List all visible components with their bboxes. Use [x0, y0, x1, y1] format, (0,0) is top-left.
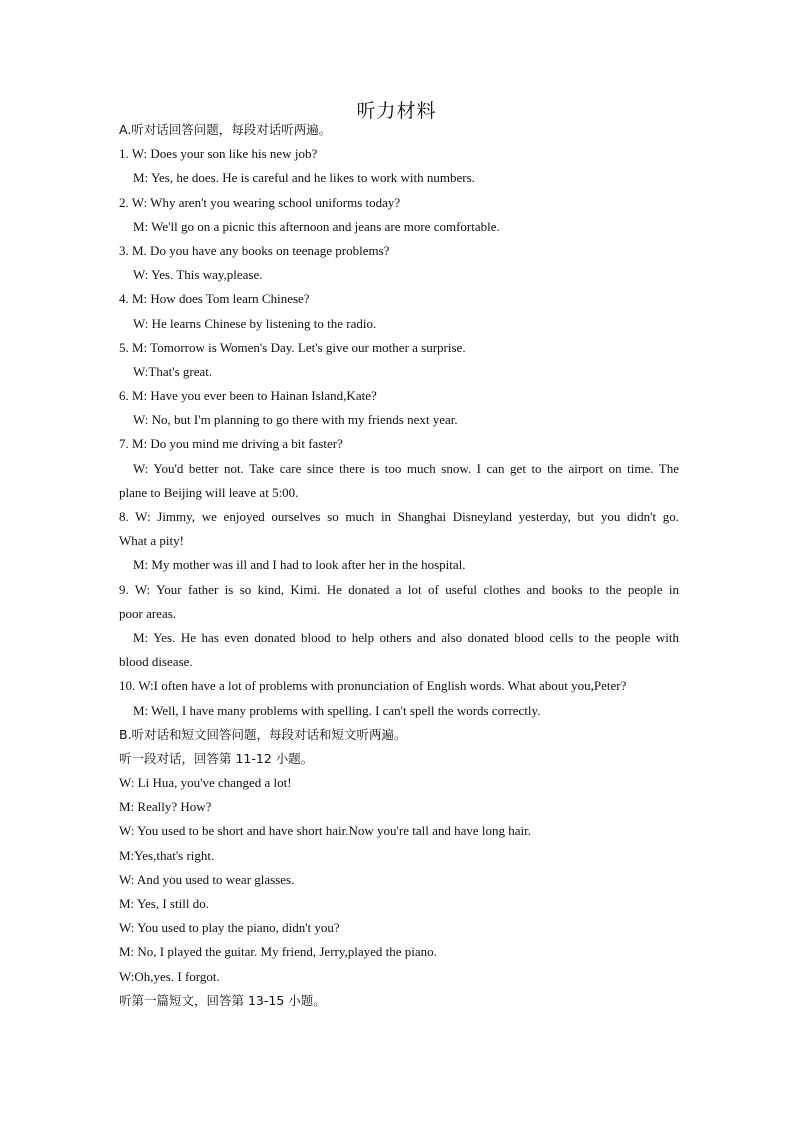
dialogue-4-line-1: 4. M: How does Tom learn Chinese?: [119, 291, 310, 307]
dialogue-8-line-2: What a pity!: [119, 533, 184, 549]
conversation-line: W: You used to play the piano, didn't you?: [119, 920, 340, 936]
conversation-line: W:Oh,yes. I forgot.: [119, 968, 220, 984]
section-b-heading: B.听对话和短文回答问题，每段对话和短文听两遍。: [119, 726, 407, 742]
dialogue-9-line-3: M: Yes. He has even donated blood to help others and also donated blood cells to the people with: [133, 629, 679, 645]
dialogue-3-line-2: W: Yes. This way,please.: [133, 267, 263, 283]
conversation-line: M: Really? How?: [119, 799, 212, 815]
dialogue-7-line-3: plane to Beijing will leave at 5:00.: [119, 484, 299, 500]
conversation-line: M: No, I played the guitar. My friend, Jerry,played the piano.: [119, 944, 437, 960]
dialogue-9-line-1: 9. W: Your father is so kind, Kimi. He donated a lot of useful clothes and books to the people in: [119, 581, 679, 597]
conversation-line: W: You used to be short and have short hair.Now you're tall and have long hair.: [119, 823, 532, 839]
section-b-conversation-heading: 听一段对话，回答第 11-12 小题。: [119, 750, 314, 766]
dialogue-8-line-3: M: My mother was ill and I had to look after her in the hospital.: [133, 557, 466, 573]
dialogue-2-line-1: 2. W: Why aren't you wearing school uniforms today?: [119, 194, 401, 210]
listening-script: [119, 118, 679, 1013]
dialogue-10-line-1: 10. W:I often have a lot of problems with pronunciation of English words. What about you,Peter?: [119, 678, 627, 694]
dialogue-9-line-2: poor areas.: [119, 605, 177, 621]
dialogue-10-line-2: M: Well, I have many problems with spelling. I can't spell the words correctly.: [133, 702, 541, 718]
dialogue-6-line-1: 6. M: Have you ever been to Hainan Island,Kate?: [119, 388, 377, 404]
dialogue-4-line-2: W: He learns Chinese by listening to the radio.: [133, 315, 377, 331]
dialogue-1-line-2: M: Yes, he does. He is careful and he likes to work with numbers.: [133, 170, 475, 186]
dialogue-5-line-2: W:That's great.: [133, 363, 213, 379]
dialogue-9-line-4: blood disease.: [119, 654, 193, 670]
dialogue-2-line-2: M: We'll go on a picnic this afternoon and jeans are more comfortable.: [133, 218, 500, 234]
dialogue-1-line-1: 1. W: Does your son like his new job?: [119, 146, 318, 162]
section-a-heading: A.听对话回答问题，每段对话听两遍。: [119, 122, 332, 137]
dialogue-6-line-2: W: No, but I'm planning to go there with my friends next year.: [133, 412, 458, 428]
dialogue-8-line-1: 8. W: Jimmy, we enjoyed ourselves so much in Shanghai Disneyland yesterday, but you didn't go.: [119, 509, 679, 524]
conversation-line: W: And you used to wear glasses.: [119, 871, 295, 887]
page-title: 听力材料: [356, 100, 437, 122]
dialogue-3-line-1: 3. M. Do you have any books on teenage problems?: [119, 242, 390, 258]
section-b-passage-heading: 听第一篇短文，回答第 13-15 小题。: [119, 992, 326, 1008]
conversation-line: W: Li Hua, you've changed a lot!: [119, 775, 292, 791]
conversation-line: M: Yes, I still do.: [119, 896, 209, 911]
conversation-line: M:Yes,that's right.: [119, 847, 215, 863]
dialogue-7-line-1: 7. M: Do you mind me driving a bit faster?: [119, 436, 343, 452]
dialogue-5-line-1: 5. M: Tomorrow is Women's Day. Let's give our mother a surprise.: [119, 339, 466, 355]
dialogue-7-line-2: W: You'd better not. Take care since there is too much snow. I can get to the airport on time. The: [133, 460, 679, 476]
